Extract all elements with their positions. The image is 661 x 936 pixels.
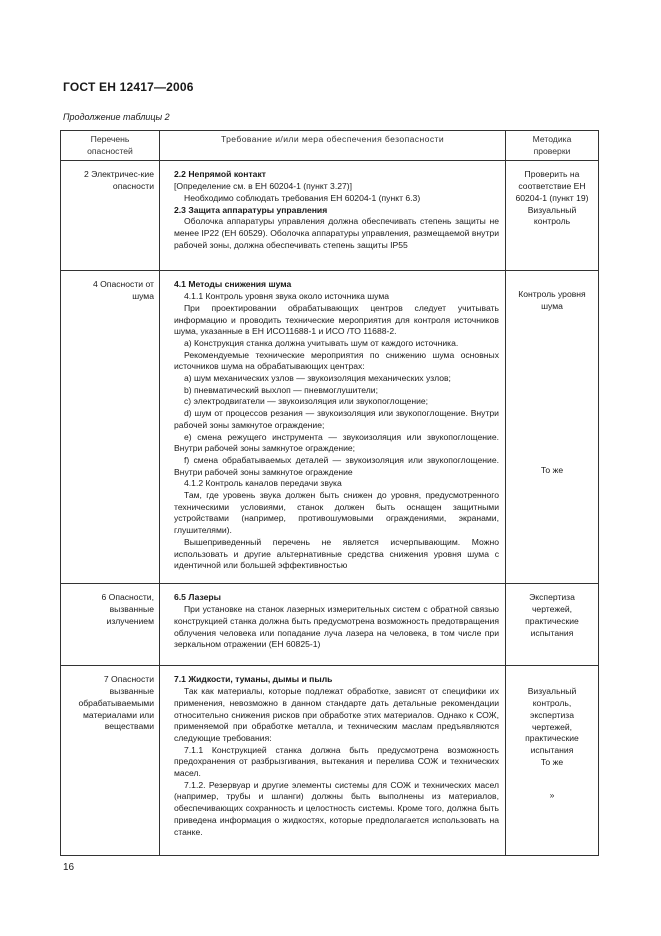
requirement-text: Оболочка аппаратуры управления должна обеспечивать степень защиты не менее IP22 (ЕН 60529). Оболочка аппаратуры управления, размещаемой внутри рабочей зоны, должна обеспечивать степень защиты IP55 [174,216,499,250]
verification-text: То же [540,756,564,767]
requirement-text: 7.1.1 Конструкцией станка должна быть предусмотрена возможность предохранения от разбрызгивания, вытекания и перелива СОЖ и технических масел. [174,744,499,779]
header-requirements: Требование и/или мера обеспечения безопасности [160,131,506,161]
hazard-cell: 4 Опасности от шума [61,271,160,584]
table-row [61,161,599,271]
verification-text: Экспертиза чертежей, практические испытания [525,592,579,638]
requirement-text: 4.1.2 Контроль каналов передачи звука [184,478,342,489]
verification-cell [506,666,599,856]
requirement-text: f) смена обрабатываемых деталей — звукоизоляция или звукопоглощение. Внутри рабочей зоны замкнутое ограждение [174,454,499,477]
hazard-cell: 6 Опасности, вызванные излучением [61,584,160,666]
verification-text: Визуальный контроль, экспертиза чертежей, практические испытания [525,686,579,755]
requirement-text: а) шум механических узлов — звукоизоляция механических узлов; [184,373,451,384]
table-row [61,584,599,666]
requirement-text: Необходимо соблюдать требования ЕН 60204-1 (пункт 6.3) [184,192,421,203]
requirement-cell [160,584,506,666]
table-header-row [61,131,599,161]
requirement-text: 7.1.2. Резервуар и другие элементы системы для СОЖ и технических масел (например, трубы и шланги) должны быть выполнены из материалов, обеспечивающих сохранность и целостность системы. Кроме того, должна быть приведена информация о жидкостях, которые предполагается использовать на станке. [174,779,499,837]
requirement-text: Рекомендуемые технические мероприятия по снижению шума основных источников шума на обрабатывающих центрах: [174,349,499,372]
requirement-heading: 6.5 Лазеры [174,592,221,603]
requirement-heading: 2.2 Непрямой контакт [174,169,266,180]
requirement-text: с) электродвигатели — звукоизоляция или звукопоглощение; [184,396,429,407]
verification-text: Визуальный контроль [527,204,577,227]
verification-cell [506,584,599,666]
header-hazards: Перечень опасностей [61,131,160,161]
verification-text: Проверить на соответствие ЕН 60204-1 (пункт 19) [515,169,589,203]
header-verification: Методика проверки [506,131,599,161]
safety-requirements-table [60,130,599,856]
table-continuation-label: Продолжение таблицы 2 [63,112,170,122]
requirement-heading: 4.1 Методы снижения шума [174,279,292,290]
verification-cell [506,161,599,271]
requirement-heading: 7.1 Жидкости, туманы, дымы и пыль [174,674,333,685]
requirement-cell [160,271,506,584]
requirement-cell [160,666,506,856]
requirement-text: b) пневматический выхлоп — пневмоглушители; [184,384,378,395]
requirement-text: Так как материалы, которые подлежат обработке, зависят от специфики их применения, невозможно в данном стандарте дать детальные рекомендации относительно снижения рисков при обработке этих материалов. Однако к СОЖ, применяемой при обработке металла, и техническим маслам предъявляются следующие требования: [174,686,499,743]
table-row [61,271,599,584]
hazard-cell: 7 Опасности вызванные обрабатываемыми материалами или веществами [61,666,160,856]
verification-cell [506,271,599,584]
requirement-text: а) Конструкция станка должна учитывать шум от каждого источника. [184,337,459,348]
verification-text: Контроль уровня шума [518,289,586,312]
verification-text: » [549,790,555,801]
requirement-text: При установке на станок лазерных измерительных систем с обратной связью конструкцией станка должна быть предусмотрена возможность предотвращения облучения человека или попадание луча лазера на человека, в том числе при зеркальном отражении (ЕН 60825-1) [174,604,499,650]
requirement-text: Там, где уровень звука должен быть снижен до уровня, предусмотренного техническими условиями, станок должен быть оснащен защитными устройствами (например, противошумовыми ограждениями, экранами, глушителями). [174,490,499,536]
requirement-text: 4.1.1 Контроль уровня звука около источника шума [184,291,390,302]
requirement-heading: 2.3 Защита аппаратуры управления [174,204,328,215]
requirement-text: Вышеприведенный перечень не является исчерпывающим. Можно использовать и другие альтернативные средства снижения уровня шума с идентичной или большей эффективностью [174,536,499,571]
page-number: 16 [63,862,75,873]
requirement-cell [160,161,506,271]
requirement-text: [Определение см. в ЕН 60204-1 (пункт 3.27)] [174,181,353,192]
document-title: ГОСТ ЕН 12417—2006 [63,80,194,94]
requirement-text: При проектировании обрабатывающих центров следует учитывать информацию и проводить технические мероприятия для контроля источников шума, указанные в ЕН ИСО11688-1 и ИСО /ТО 11688-2. [174,302,499,337]
hazard-cell: 2 Электричес-кие опасности [61,161,160,271]
requirement-text: е) смена режущего инструмента — звукоизоляция или звукопоглощение. Внутри рабочей зоны замкнутое ограждение; [174,431,499,454]
verification-text: То же [540,464,564,475]
table-row [61,666,599,856]
requirement-text: d) шум от процессов резания — звукоизоляция или звукопоглощение. Внутри рабочей зоны замкнутое ограждение; [174,408,499,430]
